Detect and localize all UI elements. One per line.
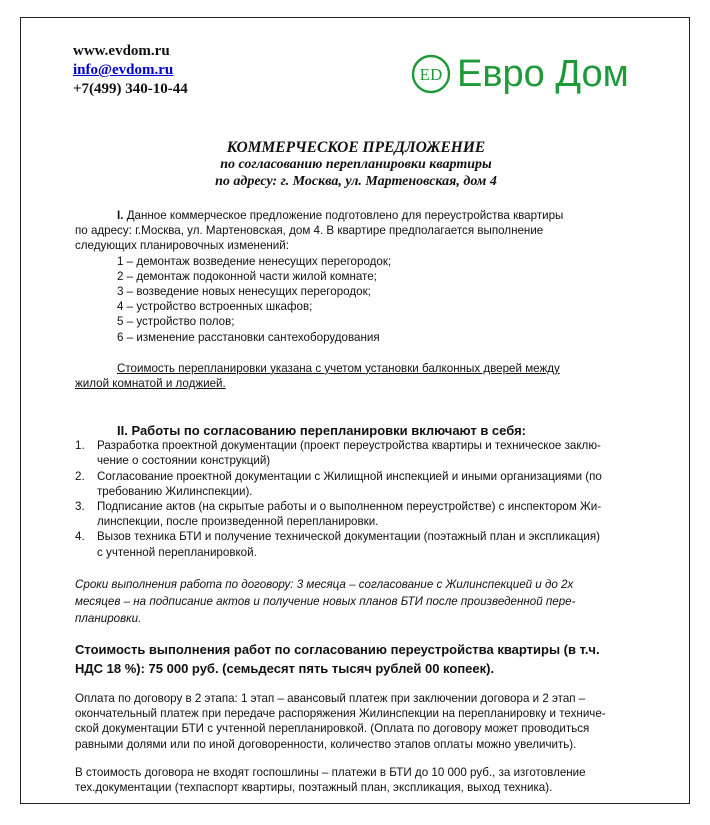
list-item: 3. Подписание актов (на скрытые работы и о выполненном переустройстве) с инспектором Жи- линспекции, после произведенной перепланировки. xyxy=(75,500,602,529)
ed-logo-icon xyxy=(411,54,451,94)
payment-line-1: Оплата по договору в 2 этапа: 1 этап – авансовый платеж при заключении договора и 2 этап – xyxy=(75,692,586,705)
list-item: 3 – возведение новых ненесущих перегородок; xyxy=(117,285,371,299)
website-link[interactable]: www.evdom.ru xyxy=(73,43,170,59)
section-2 xyxy=(75,423,635,560)
title-line-3: по адресу: г. Москва, ул. Мартеновская, дом 4 xyxy=(215,174,497,189)
list-item: 2 – демонтаж подоконной части жилой комнате; xyxy=(117,269,377,283)
works-list xyxy=(75,438,635,560)
payment-line-2: окончательный платеж при передаче распоряжения Жилинспекции на перепланировку и техниче- xyxy=(75,707,606,721)
payment-line-4: равными долями или по иной договоренности, количество этапов оплаты можно увеличить). xyxy=(75,737,577,751)
terms-line-2: месяцев – на подписание актов и получение новых планов БТИ после произведенной пере- xyxy=(75,595,576,608)
list-item: 2. Согласование проектной документации с Жилищной инспекцией и иными организациями (по требованию Жилинспекции). xyxy=(75,469,602,498)
section-1 xyxy=(75,208,635,391)
terms-line-3: планировки. xyxy=(75,612,142,625)
company-logo xyxy=(411,54,629,94)
list-item: 4. Вызов техника БТИ и получение технической документации (поэтажный план и экспликация) с учтенной перепланировкой. xyxy=(75,530,600,559)
list-item: 1 – демонтаж возведение ненесущих перегородок; xyxy=(117,254,392,268)
section-1-line-3: следующих планировочных изменений: xyxy=(75,239,289,253)
title-line-2: по согласованию перепланировки квартиры xyxy=(220,157,492,172)
list-item: 5 – устройство полов; xyxy=(117,315,235,329)
balcony-note-line-1: Стоимость перепланировки указана с учетом установки балконных дверей между xyxy=(117,361,560,375)
contact-block xyxy=(73,42,188,99)
section-2-heading: II. Работы по согласованию перепланировки включают в себя: xyxy=(117,423,526,438)
logo-mark-text: ED xyxy=(419,65,443,84)
payment-line-3: ской документации БТИ с учтенной перепланировкой. (Оплата по договору может проводиться xyxy=(75,722,590,736)
list-item: 6 – изменение расстановки сантехоборудования xyxy=(117,330,380,344)
list-item: 1. Разработка проектной документации (проект переустройства квартиры и техническое заклю- чение о состоянии конструкций) xyxy=(75,439,601,468)
fees-paragraph xyxy=(75,765,635,795)
cost-line-2: НДС 18 %): 75 000 руб. (семьдесят пять тысяч рублей 00 копеек). xyxy=(75,661,495,676)
terms-paragraph xyxy=(75,576,635,627)
payment-paragraph xyxy=(75,691,635,752)
cost-paragraph xyxy=(75,640,635,678)
cost-line-1: Стоимость выполнения работ по согласованию переустройства квартиры (в т.ч. xyxy=(75,642,600,657)
changes-list xyxy=(75,254,635,345)
logo-text: Евро Дом xyxy=(457,53,629,95)
fees-line-2: тех.документации (техпаспорт квартиры, поэтажный план, экспликация, выход техника). xyxy=(75,781,553,795)
document-title xyxy=(21,139,691,190)
phone-number: +7(499) 340-10-44 xyxy=(73,81,188,97)
fees-line-1: В стоимость договора не входят госпошлины – платежи в БТИ до 10 000 руб., за изготовление xyxy=(75,766,586,779)
section-1-numeral: I. xyxy=(117,209,124,222)
section-1-line-1: Данное коммерческое предложение подготовлено для переустройства квартиры xyxy=(126,209,564,222)
title-line-1: КОММЕРЧЕСКОЕ ПРЕДЛОЖЕНИЕ xyxy=(226,139,486,156)
terms-line-1: Сроки выполнения работа по договору: 3 месяца – согласование с Жилинспекцией и до 2х xyxy=(75,578,574,591)
document-page xyxy=(20,17,690,804)
section-1-line-2: по адресу: г.Москва, ул. Мартеновская, дом 4. В квартире предполагается выполнение xyxy=(75,224,544,238)
email-link[interactable]: info@evdom.ru xyxy=(73,62,174,78)
balcony-note-line-2: жилой комнатой и лоджией. xyxy=(75,377,226,391)
list-item: 4 – устройство встроенных шкафов; xyxy=(117,300,313,314)
